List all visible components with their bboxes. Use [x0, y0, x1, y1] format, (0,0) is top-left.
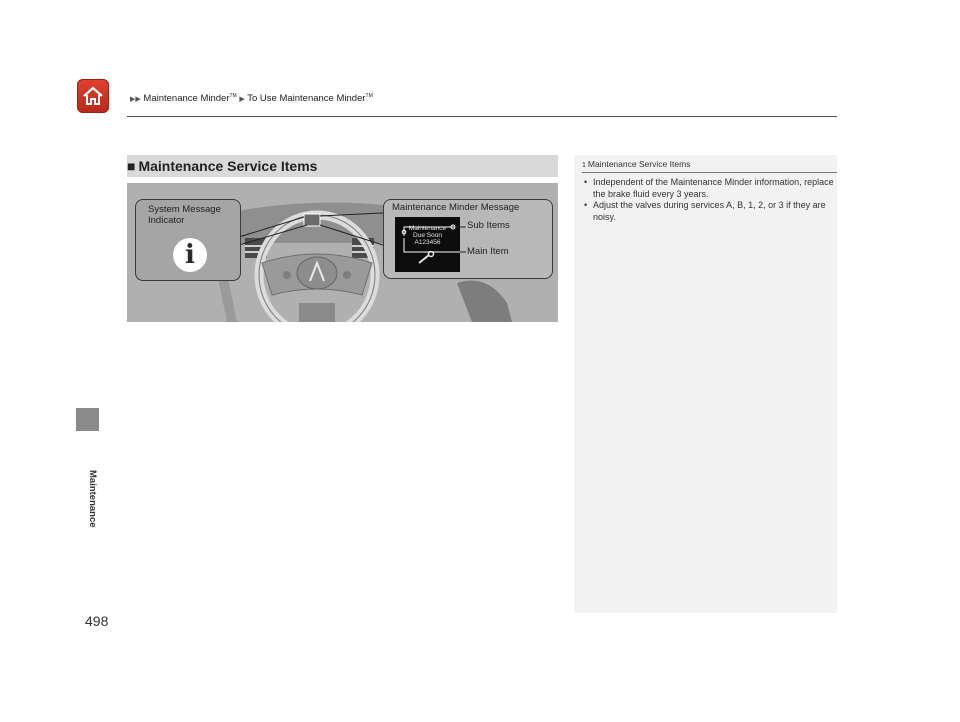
screen-line-1: Maintenance: [408, 225, 447, 232]
list-item: • Independent of the Maintenance Minder information, replace the brake fluid every 3 years.: [584, 177, 834, 199]
side-section-label: Maintenance: [87, 470, 98, 528]
side-tab-marker: [76, 408, 99, 431]
dashboard-figure: [127, 183, 558, 322]
system-message-callout: [135, 199, 241, 281]
main-item-label: Main Item: [467, 246, 509, 257]
screen-line-2: Due Soon: [413, 232, 442, 239]
section-heading: [127, 155, 558, 177]
trademark: TM: [229, 93, 237, 99]
breadcrumb-item-maintenance-minder[interactable]: Maintenance Minder: [143, 93, 230, 105]
maintenance-minder-callout: [383, 199, 553, 279]
note-heading: [582, 159, 690, 169]
leader-lines: [384, 200, 552, 278]
maintenance-minder-title: Maintenance Minder Message: [392, 202, 520, 213]
note-marker: 1: [582, 162, 586, 169]
note-title: Maintenance Service Items: [587, 159, 691, 169]
trademark: TM: [365, 93, 373, 99]
note-divider: [582, 172, 837, 173]
home-icon: [82, 85, 104, 107]
system-message-label: System Message Indicator: [148, 204, 221, 226]
page-number: 498: [85, 613, 109, 629]
sub-items-label: Sub Items: [467, 220, 510, 231]
header-divider: [127, 116, 837, 117]
breadcrumb: [130, 93, 373, 104]
screen-line-3: A123456: [414, 239, 441, 246]
section-title: Maintenance Service Items: [138, 158, 318, 174]
note-bullets: [584, 177, 834, 223]
info-icon: i: [173, 238, 207, 272]
breadcrumb-item-to-use[interactable]: To Use Maintenance Minder: [247, 93, 366, 105]
note-panel: [574, 155, 837, 613]
list-item: • Adjust the valves during services A, B, 1, 2, or 3 if they are noisy.: [584, 200, 826, 222]
home-button[interactable]: [77, 79, 109, 113]
section-marker: ■: [127, 158, 136, 174]
breadcrumb-arrow-icon: ▶: [239, 96, 245, 104]
breadcrumb-arrow-icon: ▶▶: [130, 96, 141, 104]
